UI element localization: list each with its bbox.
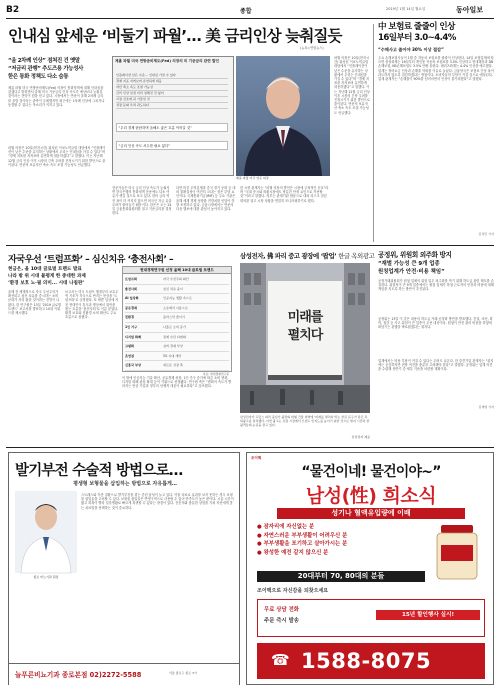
lead-subheads [8,57,106,81]
lead-subhead: “저금리 관행” 추도즈용 가능성사 [8,66,84,72]
product-point: ● 잠자리에 자신없는 분 [257,524,315,530]
quote-box-quote: “우리 경제 탄탄하며 올해도 좋은 흐름 이어갈 것” [116,123,228,132]
ftc-headline: 공정위, 위원회 외주화 방지 [378,251,452,259]
quote-box-title: 제롬 파월 미국 연방준비제도(Fed) 의장의 미 기준금리 관련 발언 [115,59,219,63]
lead-headline: 인내심 앞세운 ‘비둘기 파월’… 美 금리인상 늦춰질듯 [8,27,342,45]
trends-body-2: 보고서는 미국 트럼프 행정부의 보호무역 기조가 각국으로 번지는 현상을 ‘트럼프화’로 규정했다. 또 바쁜 일상에 지친 현대인이 휴식과 명상에서 위안을 찾는 흐름을 ‘충전사회’로 이름 붙였다. 환경 보호와 친환경 소비 확산도 주요 흐름으로 꼽혔다. [65,290,119,320]
lead-subhead: “올 2차례 인상” 점쳐진 건 옛말 [8,58,80,64]
table-cell-keyword: 공유경제 [125,305,137,310]
pill-bottle-illustration [427,521,487,583]
lead-byline: (뉴욕=연합뉴스) [300,46,324,50]
trends-headline: 자국우선 ‘트럼프화’ – 심신치유 ‘충전사회’ – [8,254,173,265]
insurance-headline-2: 16일부터 3.0~4.4% [378,33,456,43]
insurance-story [378,22,494,242]
trends-table-rows [123,274,231,372]
lead-body-col4: 한 시장 관계자는 “파월 의장의 발언은 시장에 긍정적인 신호”라며 “국내 증시와 외환시장에도 당분간 안정 요인으로 작용할 것”이라고 말했다. 정부는 관계기관 합동으로 대외 리스크 점검 회의를 열고 시장 상황을 면밀히 모니터링하기로 했다. [240,186,329,203]
lead-body-col1b: 파월 의장은 10일(현지시간) 워싱턴 이코노믹클럽 대담에서 “인플레이션이 낮은 수준을 유지하는 상황에서 우리는 인내심을 가질 수 있다”며 “경제 지표를 지켜보며 유연하게 대응하겠다”고 말했다. 이는 지난해 12월 금리 인상 이후 시장의 긴축 우려를 진정시키기 위한 발언으로 풀이된다. 연준의 보유자산 축소 속도 조절 가능성도 언급했다. [8,146,106,167]
quote-box-line: 인플레이션 낮은 수준… 인내심 가질 수 있다 [116,73,228,79]
samsung-headline-text-2: 한글 옥외광고 [338,252,375,260]
product-points [257,523,427,557]
quote-box-item [116,73,228,109]
table-cell-desc: 심신 치유 중시 [163,286,183,291]
ftc-subhead: “재벌 가능성 큰 9개 업종 [378,261,440,267]
table-row [125,352,229,362]
table-row [125,313,229,323]
doctor-photo [15,491,77,573]
table-cell-keyword: 충전사회 [125,286,137,291]
powell-photo [236,56,330,176]
insurance-body: 주요 손해보험사들이 1월 중 자동차 보험료를 줄줄이 인상한다. 14일 보험업계에 따르면 삼성화재는 16일부터 개인용 자동차 보험료를 3.0% 인상하고 현대해상과 DB손해보험, KB손해보험도 3.5% 안팎 올린다. 메리츠화재는 4.4% 인상을 예고했다. 업계는 정비요금 인상과 손해율 악화를 이유로 들었다. 금융당국은 보험료 인상 폭이 과도하지 않도록 점검하겠다는 방침이다. 소비자들의 부담이 커질 것으로 예상된다. 업계 관계자는 “손해율이 90%를 넘어서면서 인상이 불가피했다”고 말했다. [378,56,494,82]
phone-icon: ☎ [271,651,290,669]
clinic-ad-subhead: 평생형 보형물을 삽입하는 방법으로 자유롭게… [73,481,177,487]
doctor-illustration [15,491,77,573]
quote-box-line: 경제 지표 지켜보며 유연하게 대응 [116,79,228,85]
product-cta: 무료 상담 전화 [264,607,299,613]
table-cell-desc: 새로운 성장 축 [163,363,183,368]
trends-subhead: 현금은, 올 10대 글로벌 트렌드 발표 [8,267,82,272]
product-name: 남성(性) 희소식 [305,485,437,507]
paper-name: 동아일보 [456,6,484,14]
table-row [125,342,229,352]
product-headline: “물건이네! 물건이야~” [301,464,441,480]
table-cell-desc: 실버 경제 부상 [163,344,183,349]
product-tv-badge: 15년 할인행사 실시! [376,610,480,620]
samsung-headline [240,251,375,260]
table-row [125,285,229,295]
insurance-byline: 김성민 기자 [478,232,494,236]
trends-subhead: 나라 밖 위 시대 불평게 한 중대한 과제 [8,274,86,279]
powell-photo-caption: 제롬 파월 미국 연준 의장 [236,176,269,180]
table-cell-keyword: 신흥국 부상 [125,363,142,368]
insurance-headline: 中 보험료 줄줄이 인상 [378,22,455,32]
ftc-subhead-2: 원칭업계가 안전·비용 책임” [378,269,445,275]
samsung-billboard-photo [240,263,370,413]
table-cell-desc: 나홀로 소비 증가 [163,324,186,329]
product-point: ● 왕성한 예전 같지 않으신 분 [257,549,329,556]
ftc-story [378,251,494,443]
section-name: 종합 [240,8,252,15]
table-cell-desc: 인공지능 생활 속으로 [163,296,192,301]
product-image [427,521,487,583]
product-phone-bar[interactable] [257,643,485,679]
samsung-photo-credit: 삼성전자 제공 [351,435,370,439]
product-cta: 주문 즉시 발송 [264,618,299,624]
trends-table-title: 현대경제연구원 선정 올해 10대 글로벌 트렌드 [123,267,231,274]
trends-table [122,266,232,376]
trends-subhead: ‘환경 보호 노·필 의미... 시대 나침판’ [8,281,85,286]
billboard-sign: 미래를 펼치다 [287,310,323,343]
ftc-body-2: 공정위는 13일 이 같은 내용의 하도급 거래 공정화 방안을 발표했다. 건설, 조선, 화학, 철강 등 사고 위험이 큰 업종이 우선 대상이다. 원청이 안전 관리 비용을 하청에 떠넘기는 관행을 바로잡겠다는 취지다. [378,317,493,330]
product-point: ● 부부생활을 포기하고 살아가시는 분 [257,541,348,547]
lead-body-col1: 제롬 파월 미국 연방준비제도(Fed) 의장이 통화정책에 대해 인내심을 갖겠다고 밝히면서 올해 미국 기준금리 인상 속도가 예상보다 늦춰질 것이라는 전망이 힘을 얻고 있다. 시장에서는 연준이 올해 2차례 금리를 올릴 것이라는 관측이 우세했지만 최근에는 1차례 인상에 그치거나 동결할 수 있다는 목소리가 커지고 있다. [8,86,105,107]
table-row [125,294,229,304]
table-cell-desc: 5G 시대 개막 [163,353,182,358]
product-tag: 조이맥 [251,456,262,460]
product-stat: 20대부터 70, 80대의 분들 [257,571,425,582]
table-row [125,333,229,343]
lead-subhead: 한은 통화 정책도 다소 숨통 [8,74,69,80]
quote-box-line: 성장 둔화 우려 과도하다 [116,103,228,109]
table-cell-keyword: 초연결 [125,353,134,358]
product-point: ● 자연스러운 부부생활이 어려우신 분 [257,532,348,539]
quote-box-quote: “금리 인상 속도 서두를 필요 없다” [116,141,228,150]
ftc-body-1: 공정거래위원회가 원청 업체의 위험 업무 외주화를 막기 위해 하도급 관련 제도를 손질한다. 위험성이 큰 9개 업종에서는 원청 업체가 하청 근로자의 안전과 비용에 대해 책임을 지도록 하는 방안이 추진된다. [378,279,494,292]
table-cell-keyword: AI 일상화 [125,296,139,301]
trends-subheads [8,266,118,287]
table-cell-keyword: 트럼프화 [125,277,137,281]
clinic-ad-headline: 발기부전 수술적 방법으로… [15,463,183,479]
product-banner: 성기나 혈액유입량에 이배 [277,508,465,519]
quote-box [112,56,234,176]
trends-body-1: 올해 전 세계적으로 자국 우선주의가 확산되고 심신 치유를 중시하는 소비 문화가 자리 잡을 것이라는 전망이 나왔다. 한 연구원은 13일 ‘2019 글로벌 트렌드’ 보고서를 발표하고 10대 키워드를 제시했다. [8,290,62,316]
clinic-ad-footer [9,663,239,685]
table-row [125,275,229,285]
section-rule [6,245,494,246]
clinic-ad-body: 스트레스와 각종 질환으로 발기부전을 겪는 중년 남성이 늘고 있다. 약물 치료로 효과를 보지 못하는 경우 보형물 삽입술을 고려할 수 있다. 보형물 삽입술은 반영구적으로 사용할 수 있어 만족도가 높은 편이다. 시술 시간이 짧고 회복이 빨라 일상생활로 빠르게 복귀할 수 있다는 장점이 있다. 전문의와 충분한 상담을 거쳐 자신에게 맞는 치료법을 선택하는 것이 중요하다. [81,493,234,510]
product-desc: 조이맥으로 자신감을 되찾으세요 [257,588,329,594]
table-row [125,323,229,333]
table-cell-keyword: 1인 가구 [125,324,138,329]
clinic-ad-address: 서울 종로구 종로 3가 [169,671,197,675]
table-cell-desc: 결제 수단 다변화 [163,334,186,339]
table-cell-desc: 플라스틱 줄이기 [163,315,185,320]
clinic-ad[interactable] [8,452,240,685]
table-row [125,304,229,314]
column-rule [373,24,374,242]
ad-rule [6,447,494,448]
quote-box-line: 금리 인상 일정 미리 정해진 것 없어 [116,91,228,97]
product-phone: 1588-8075 [301,649,432,673]
ftc-byline: 김재영 기자 [478,405,494,409]
table-cell-desc: 자국 우선주의 확산 [163,277,189,281]
lead-body-col5: 파월 의장은 10일(현지시간) 워싱턴 이코노믹클럽 대담에서 “인플레이션이 낮은 수준을 유지하는 상황에서 우리는 인내심을 가질 수 있다”며 “경제 지표를 지켜보며 유연하게 대응하겠다”고 말했다. 이는 지난해 12월 금리 인상 이후 시장의 긴축 우려를 진정시키기 위한 발언으로 풀이된다. 연준의 보유자산 축소 속도 조절 가능성도 언급했다. [334,56,370,115]
trends-table-source: 자료: 현대경제연구원 [202,371,229,376]
ftc-body-3: 업계에서는 비용 부담이 커질 수 있다는 우려도 나온다. 한 중견기업 관계자는 “취지에는 공감하지만 현장 여건을 충분히 고려해야 한다”고 말했다. 공정위는 업계 의견을 수렴해 상반기 중 세부 기준을 마련할 계획이다. [378,359,494,372]
trends-body-3: 이 밖에 인공지능 기술 확산, 공유경제 성장, 1인 가구 증가에 따른 소비 변화, 디지털 화폐 관심 확대 등이 키워드로 선정됐다. 연구원 측은 “변화의 속도가 빨라지는 만큼 기업과 정부의 선제적 대응이 필요하다”고 강조했다. [122,376,232,389]
quote-box-line: 자산 축소 속도 조절 가능성 [116,85,228,91]
page-number: B2 [6,5,20,15]
doctor-name: 종로 비뇨기과 원장 [33,575,59,579]
portrait-illustration [236,56,330,176]
product-cta-box [257,599,485,637]
samsung-headline-text: 삼성전자, 佛 파리 중고 광장에 ‘팝업’ [240,252,337,260]
table-cell-keyword: 친환경 [125,315,134,320]
lead-body-col2: 전문가들은 미국 금리 인상 속도가 늦춰지면 한국은행의 통화정책 운용에도 다소 여유가 생길 것으로 보고 있다. 한미 금리 역전 폭이 더 커지지 않으면 외국인 자금 유출 우려가 줄어들기 때문이다. 한은은 오는 24일 금융통화위원회를 열고 기준금리를 결정한다. [112,186,172,216]
issue-date: 2019년 1월 14일 월요일 [386,7,426,11]
table-cell-keyword: 고령화 [125,344,134,349]
product-ad[interactable] [246,452,494,685]
insurance-subhead: “수해사고 줄어야 30% 이상 절감” [378,47,444,52]
clinic-ad-phone: 늘푸른비뇨기과 종로본점 02)2272-5588 [15,671,142,679]
lead-body-col3: 다만 미중 무역분쟁과 중국 경기 둔화 등 대외 불확실성이 여전히 크다는 점은 부담 요인이다. 국제통화기금(IMF) 등 주요 기관은 올해 세계 경제 성장률 전망치를 잇달아 하향 조정하고 있다. 금융시장에서는 연준의 다음 행보에 대한 관심이 높아지고 있다. [176,186,236,212]
table-cell-desc: 소유에서 이용으로 [163,305,188,310]
masthead-rule [6,18,494,19]
table-row [125,361,229,371]
quote-box-line: 시장 신호에 귀 기울일 것 [116,97,228,103]
table-cell-keyword: 디지털 화폐 [125,334,142,339]
samsung-photo-caption: 삼성전자가 프랑스 파리 중심가 광장의 대형 건물 외벽에 ‘미래를 펼치다’라는 한글 문구가 담긴 옥외광고를 설치했다. 이번 광고는 유럽 시장에서 브랜드 인지도를 높이기 위한 것으로 현지 시민과 관광객들의 눈길을 끌고 있다. [240,415,370,427]
masthead [6,5,494,17]
